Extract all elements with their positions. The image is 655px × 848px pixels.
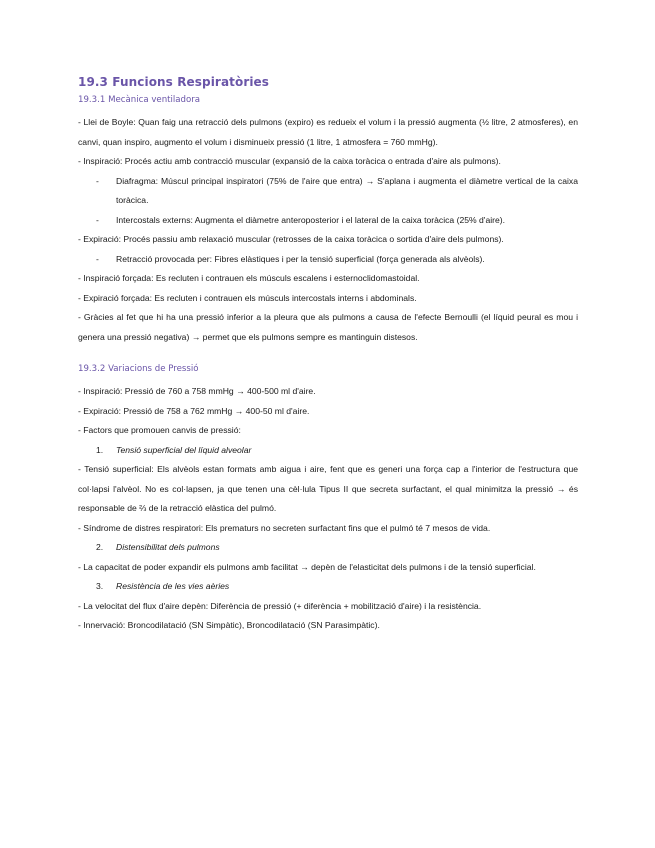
paragraph-pressio-expiracio: - Expiració: Pressió de 758 a 762 mmHg → 400-50 ml d'aire. (78, 405, 310, 416)
bullet-mark: - (96, 175, 99, 186)
numbered-item-resistencia (96, 577, 578, 597)
number-mark: 1. (96, 444, 104, 455)
numbered-item-text: Resistència de les vies aèries (116, 581, 230, 591)
subsection-heading-mecanica: 19.3.1 Mecànica ventiladora (78, 95, 201, 105)
paragraph-sindrome: - Síndrome de distres respiratori: Els prematurs no secreten surfactant fins que el pulmó té 7 mesos de vida. (78, 522, 491, 533)
bullet-diafragma (96, 172, 578, 211)
bullet-intercostals (96, 211, 578, 231)
bullet-mark: - (96, 214, 99, 225)
paragraph-bernoulli: - Gràcies al fet que hi ha una pressió inferior a la pleura que als pulmons a causa de l'efecte Bernoulli (el líquid peural es mou i genera una pressió negativa) → permet que els pulmons sempre es mantinguin distesos. (78, 312, 578, 342)
bullet-text: Diafragma: Múscul principal inspiratori (75% de l'aire que entra) → S'aplana i augmenta el diàmetre vertical de la caixa toràcica. (116, 175, 578, 205)
paragraph-boyle: - Llei de Boyle: Quan faig una retracció dels pulmons (expiro) es redueix el volum i la pressió augmenta (½ litre, 2 atmosferes), en canvi, quan inspiro, augmento el volum i disminueix pressió (1 litre, 1 atmosfera = 760 mmHg). (78, 117, 578, 147)
paragraph-expiracio-forcada: - Expiració forçada: Es recluten i contrauen els músculs intercostals interns i abdominals. (78, 292, 417, 303)
section-heading: 19.3 Funcions Respiratòries (78, 75, 270, 89)
numbered-item-distensibilitat (96, 538, 578, 558)
bullet-mark: - (96, 253, 99, 264)
paragraph-tensio-superficial: - Tensió superficial: Els alvèols estan formats amb aigua i aire, fent que es generi una força cap a l'interior de l'estructura que col·lapsi l'alvèol. No es col·lapsen, ja que tenen una cèl·lula Tipus II que secreta surfactant, el qual minimitza la pressió → és responsable de ⅔ de la retracció elàstica del pulmó. (78, 464, 578, 513)
bullet-retraccio (96, 250, 578, 270)
number-mark: 2. (96, 542, 104, 552)
paragraph-capacitat: - La capacitat de poder expandir els pulmons amb facilitat → depèn de l'elasticitat dels pulmons i de la tensió superficial. (78, 561, 536, 572)
numbered-item-tensio (96, 441, 578, 461)
numbered-item-text: Tensió superficial del líquid alveolar (116, 444, 252, 455)
paragraph-factors: - Factors que promouen canvis de pressió: (78, 425, 241, 435)
subsection-heading-pressio: 19.3.2 Variacions de Pressió (78, 364, 199, 374)
paragraph-expiracio: - Expiració: Procés passiu amb relaxació muscular (retrosses de la caixa toràcica o sortida d'aire dels pulmons). (78, 234, 504, 244)
numbered-item-text: Distensibilitat dels pulmons (116, 542, 220, 552)
document-content (78, 74, 578, 636)
section-spacer (78, 347, 578, 363)
bullet-text: Retracció provocada per: Fibres elàstiques i per la tensió superficial (força generada als alvèols). (116, 253, 485, 264)
paragraph-inspiracio: - Inspiració: Procés actiu amb contracció muscular (expansió de la caixa toràcica o entrada d'aire als pulmons). (78, 156, 501, 166)
paragraph-velocitat: - La velocitat del flux d'aire depèn: Diferència de pressió (+ diferència + mobilització d'aire) i la resistència. (78, 600, 482, 611)
paragraph-pressio-inspiracio: - Inspiració: Pressió de 760 a 758 mmHg → 400-500 ml d'aire. (78, 386, 316, 396)
bullet-text: Intercostals externs: Augmenta el diàmetre anteroposterior i el lateral de la caixa toràcica (25% d'aire). (116, 214, 506, 225)
paragraph-inspiracio-forcada: - Inspiració forçada: Es recluten i contrauen els músculs escalens i esternoclidomastoidal. (78, 273, 420, 283)
paragraph-innervacio: - Innervació: Broncodilatació (SN Simpàtic), Broncodilatació (SN Parasimpàtic). (78, 620, 380, 630)
number-mark: 3. (96, 581, 104, 591)
